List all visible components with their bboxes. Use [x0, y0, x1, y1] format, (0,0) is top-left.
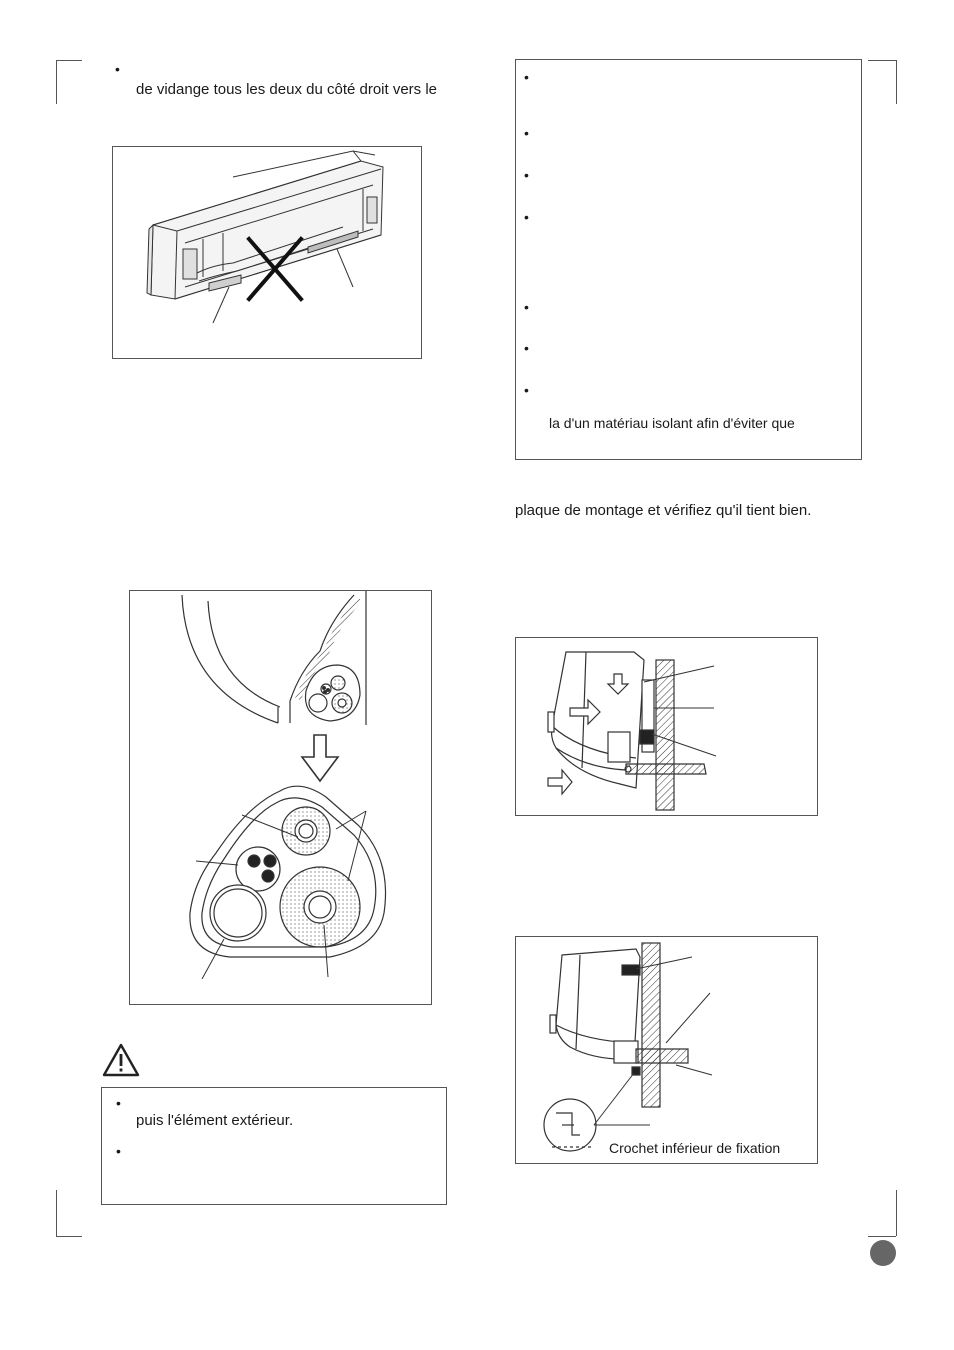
- indoor-unit-illustration: [113, 147, 421, 358]
- crop-mark-top-left-v: [56, 60, 57, 104]
- intro-text-line: de vidange tous les deux du côté droit vers le: [136, 81, 438, 98]
- page-number-circle-icon: [870, 1240, 896, 1266]
- bullet-dot-icon: •: [524, 125, 529, 141]
- figure-indoor-unit-wrong-routing: [112, 146, 422, 359]
- warning-triangle-icon: [102, 1043, 140, 1077]
- info-box: [515, 59, 862, 460]
- bullet-dot-icon: •: [116, 1095, 121, 1111]
- bullet-dot-icon: •: [524, 340, 529, 356]
- warning-box: [101, 1087, 447, 1205]
- hang-unit-illustration: [516, 638, 817, 815]
- hook-label: Crochet inférieur de fixation: [609, 1140, 781, 1156]
- crop-mark-top-left-h: [56, 60, 82, 61]
- bullet-dot-icon: •: [524, 69, 529, 85]
- bullet-dot-icon: •: [524, 167, 529, 183]
- bullet-dot-icon: •: [116, 1143, 121, 1159]
- info-text-line: la d'un matériau isolant afin d'éviter que: [549, 415, 795, 431]
- pipe-bundle-illustration: [130, 591, 431, 1004]
- bullet-dot-icon: •: [524, 209, 529, 225]
- crop-mark-bottom-left-v: [56, 1190, 57, 1236]
- crop-mark-bottom-left-h: [56, 1236, 82, 1237]
- crop-mark-top-right-v: [896, 60, 897, 104]
- crop-mark-bottom-right-v: [896, 1190, 897, 1236]
- bullet-dot-icon: •: [115, 61, 120, 77]
- crop-mark-top-right-h: [868, 60, 896, 61]
- bullet-dot-icon: •: [524, 299, 529, 315]
- mounting-text: plaque de montage et vérifiez qu'il tient bien.: [515, 502, 812, 519]
- figure-lower-hook: [515, 936, 818, 1164]
- crop-mark-bottom-right-h: [868, 1236, 896, 1237]
- figure-pipe-bundle-section: [129, 590, 432, 1005]
- figure-hang-unit: [515, 637, 818, 816]
- warning-text-line: puis l'élément extérieur.: [136, 1112, 294, 1129]
- lower-hook-illustration: [516, 937, 817, 1163]
- bullet-dot-icon: •: [524, 382, 529, 398]
